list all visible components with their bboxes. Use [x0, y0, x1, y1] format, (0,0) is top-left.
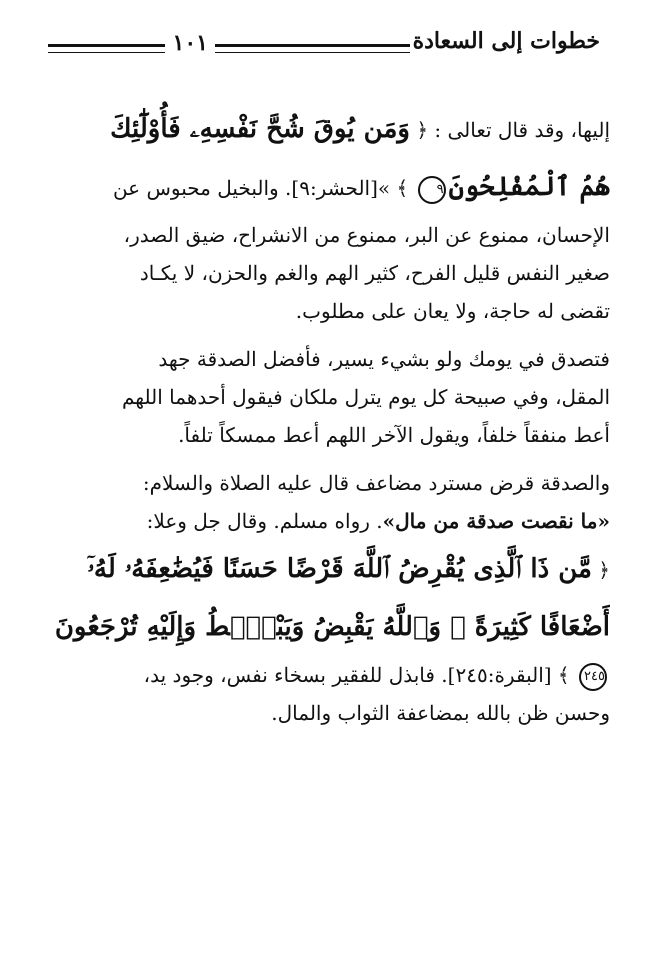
text-line — [40, 292, 610, 330]
text-line — [40, 502, 610, 540]
body-text: صغير النفس قليل الفرح، كثير الهم والغم والحزن، لا يكـاد — [139, 261, 610, 285]
text-line — [40, 158, 610, 216]
body-text: ﴾ [البقرة:٢٤٥]. فابذل للفقير بسخاء نفس، وجود يد، — [143, 663, 576, 687]
paragraph — [40, 100, 610, 330]
header-rule-right — [215, 44, 410, 53]
text-line — [40, 100, 610, 158]
text-line — [40, 656, 610, 694]
paragraph — [40, 464, 610, 732]
ayah-number-marker: ٩ — [418, 176, 446, 204]
book-title: خطوات إلى السعادة — [412, 28, 600, 54]
body-text: ﴿ — [591, 558, 610, 582]
body-text: ﴾ »[الحشر:٩]. والبخيل محبوس عن — [112, 176, 415, 200]
paragraph — [40, 340, 610, 454]
running-header — [48, 24, 600, 64]
paragraph-gap — [40, 330, 610, 340]
body-text: تقضى له حاجة، ولا يعان على مطلوب. — [295, 299, 610, 323]
text-line — [40, 694, 610, 732]
body-text: أعط منفقاً خلفاً، ويقول الآخر اللهم أعط ممسكاً تلفاً. — [178, 423, 610, 447]
header-rule-left — [48, 44, 165, 53]
page-number: ١٠١ — [172, 30, 208, 56]
ayah-number-marker: ٢٤٥ — [579, 663, 607, 691]
text-line — [40, 254, 610, 292]
hadith-quote: «ما نقصت صدقة من مال» — [382, 509, 610, 533]
text-line — [40, 378, 610, 416]
body-text: والصدقة قرض مسترد مضاعف قال عليه الصلاة والسلام: — [142, 471, 610, 495]
paragraph-gap — [40, 454, 610, 464]
page-body — [40, 100, 610, 732]
text-line — [40, 216, 610, 254]
quran-verse: وَمَن يُوقَ شُحَّ نَفْسِهِۦ فَأُوْلَٰٓئِكَ — [110, 114, 410, 144]
body-text: فتصدق في يومك ولو بشيء يسير، فأفضل الصدقة جهد — [158, 347, 610, 371]
text-line — [40, 340, 610, 378]
body-text: إليها، وقد قال تعالى : ﴿ — [409, 118, 610, 142]
body-text: الإحسان، ممنوع عن البر، ممنوع من الانشراح، ضيق الصدر، — [123, 223, 610, 247]
body-text: وحسن ظن بالله بمضاعفة الثواب والمال. — [271, 701, 610, 725]
body-text: المقل، وفي صبيحة كل يوم يترل ملكان فيقول أحدهما اللهم — [122, 385, 610, 409]
text-line — [40, 598, 610, 656]
text-line — [40, 416, 610, 454]
text-line — [40, 464, 610, 502]
quran-verse: هُمُ ٱلْمُفْلِحُونَ — [448, 172, 610, 202]
quran-verse: أَضْعَافًا كَثِيرَةً ۚ وَٱللَّهُ يَقْبِضُ وَيَبْصُۜطُ وَإِلَيْهِ تُرْجَعُونَ — [54, 612, 610, 642]
text-line — [40, 540, 610, 598]
quran-verse: مَّن ذَا ٱلَّذِى يُقْرِضُ ٱللَّهَ قَرْضًا حَسَنًا فَيُضَٰعِفَهُۥ لَهُۥٓ — [87, 554, 592, 584]
body-text: . رواه مسلم. وقال جل وعلا: — [146, 509, 383, 533]
